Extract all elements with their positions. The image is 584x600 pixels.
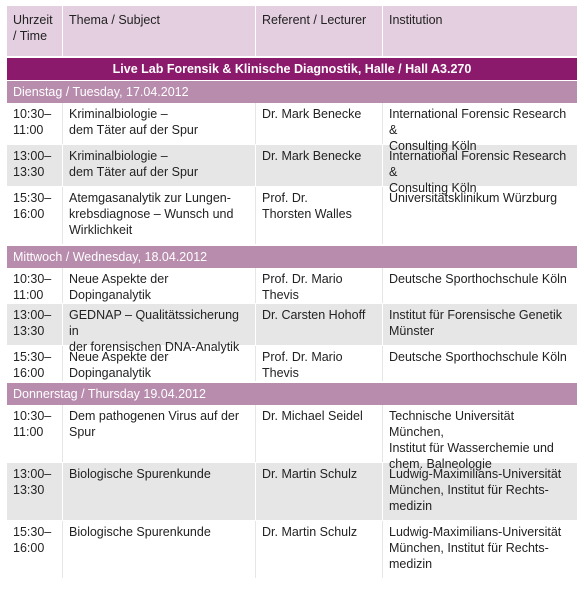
session-institution: Deutsche Sporthochschule Köln — [382, 346, 577, 381]
session-institution: International Forensic Research & Consulting Köln — [382, 103, 577, 144]
session-row — [7, 463, 577, 521]
session-row — [7, 521, 577, 579]
day-header: Dienstag / Tuesday, 17.04.2012 — [7, 81, 577, 103]
session-topic: Kriminalbiologie – dem Täter auf der Spur — [62, 145, 255, 186]
session-referent: Dr. Mark Benecke — [255, 145, 382, 186]
days-container — [7, 81, 577, 579]
session-time: 15:30– 16:00 — [13, 525, 52, 555]
header-referent: Referent / Lecturer — [255, 6, 382, 56]
session-time: 15:30– 16:00 — [13, 350, 52, 380]
session-referent: Prof. Dr. Mario Thevis — [255, 268, 382, 303]
session-time: 10:30– 11:00 — [13, 409, 52, 439]
session-topic: Biologische Spurenkunde — [62, 463, 255, 520]
session-referent: Prof. Dr. Mario Thevis — [255, 346, 382, 381]
venue-banner: Live Lab Forensik & Klinische Diagnostik, Halle / Hall A3.270 — [7, 58, 577, 80]
day-header: Mittwoch / Wednesday, 18.04.2012 — [7, 246, 577, 268]
session-row — [7, 405, 577, 471]
session-referent: Prof. Dr. Thorsten Walles — [255, 187, 382, 244]
session-topic: Neue Aspekte der Dopinganalytik — [62, 268, 255, 303]
session-time: 13:00– 13:30 — [13, 149, 52, 179]
session-time: 13:00– 13:30 — [13, 467, 52, 497]
header-institution: Institution — [382, 6, 577, 56]
schedule-table — [7, 6, 577, 579]
session-institution: Universitätsklinikum Würzburg — [382, 187, 577, 244]
session-row — [7, 145, 577, 195]
session-time: 10:30– 11:00 — [13, 272, 52, 302]
table-header — [7, 6, 577, 56]
session-referent: Dr. Martin Schulz — [255, 463, 382, 520]
session-institution: International Forensic Research & Consulting Köln — [382, 145, 577, 186]
session-row — [7, 187, 577, 245]
session-topic: Atemgasanalytik zur Lungen- krebsdiagnose – Wunsch und Wirklichkeit — [62, 187, 255, 244]
session-row — [7, 346, 577, 382]
session-referent: Dr. Carsten Hohoff — [255, 304, 382, 345]
header-time: Uhrzeit / Time — [13, 13, 53, 43]
session-topic: Neue Aspekte der Dopinganalytik — [62, 346, 255, 381]
session-topic: GEDNAP – Qualitätssicherung in der forensischen DNA-Analytik — [62, 304, 255, 345]
session-referent: Dr. Mark Benecke — [255, 103, 382, 144]
session-institution: Technische Universität München, Institut für Wasserchemie und chem. Balneologie — [382, 405, 577, 462]
session-row — [7, 268, 577, 304]
session-institution: Deutsche Sporthochschule Köln — [382, 268, 577, 303]
session-institution: Ludwig-Maximilians-Universität München, Institut für Rechts- medizin — [382, 463, 577, 520]
session-row — [7, 304, 577, 354]
session-time: 10:30– 11:00 — [13, 107, 52, 137]
session-topic: Dem pathogenen Virus auf der Spur — [62, 405, 255, 462]
session-row — [7, 103, 577, 153]
session-time: 13:00– 13:30 — [13, 308, 52, 338]
session-time: 15:30– 16:00 — [13, 191, 52, 221]
session-referent: Dr. Michael Seidel — [255, 405, 382, 462]
header-topic: Thema / Subject — [62, 6, 255, 56]
session-topic: Biologische Spurenkunde — [62, 521, 255, 578]
session-topic: Kriminalbiologie – dem Täter auf der Spur — [62, 103, 255, 144]
session-referent: Dr. Martin Schulz — [255, 521, 382, 578]
session-institution: Ludwig-Maximilians-Universität München, Institut für Rechts- medizin — [382, 521, 577, 578]
session-institution: Institut für Forensische Genetik Münster — [382, 304, 577, 345]
day-header: Donnerstag / Thursday 19.04.2012 — [7, 383, 577, 405]
